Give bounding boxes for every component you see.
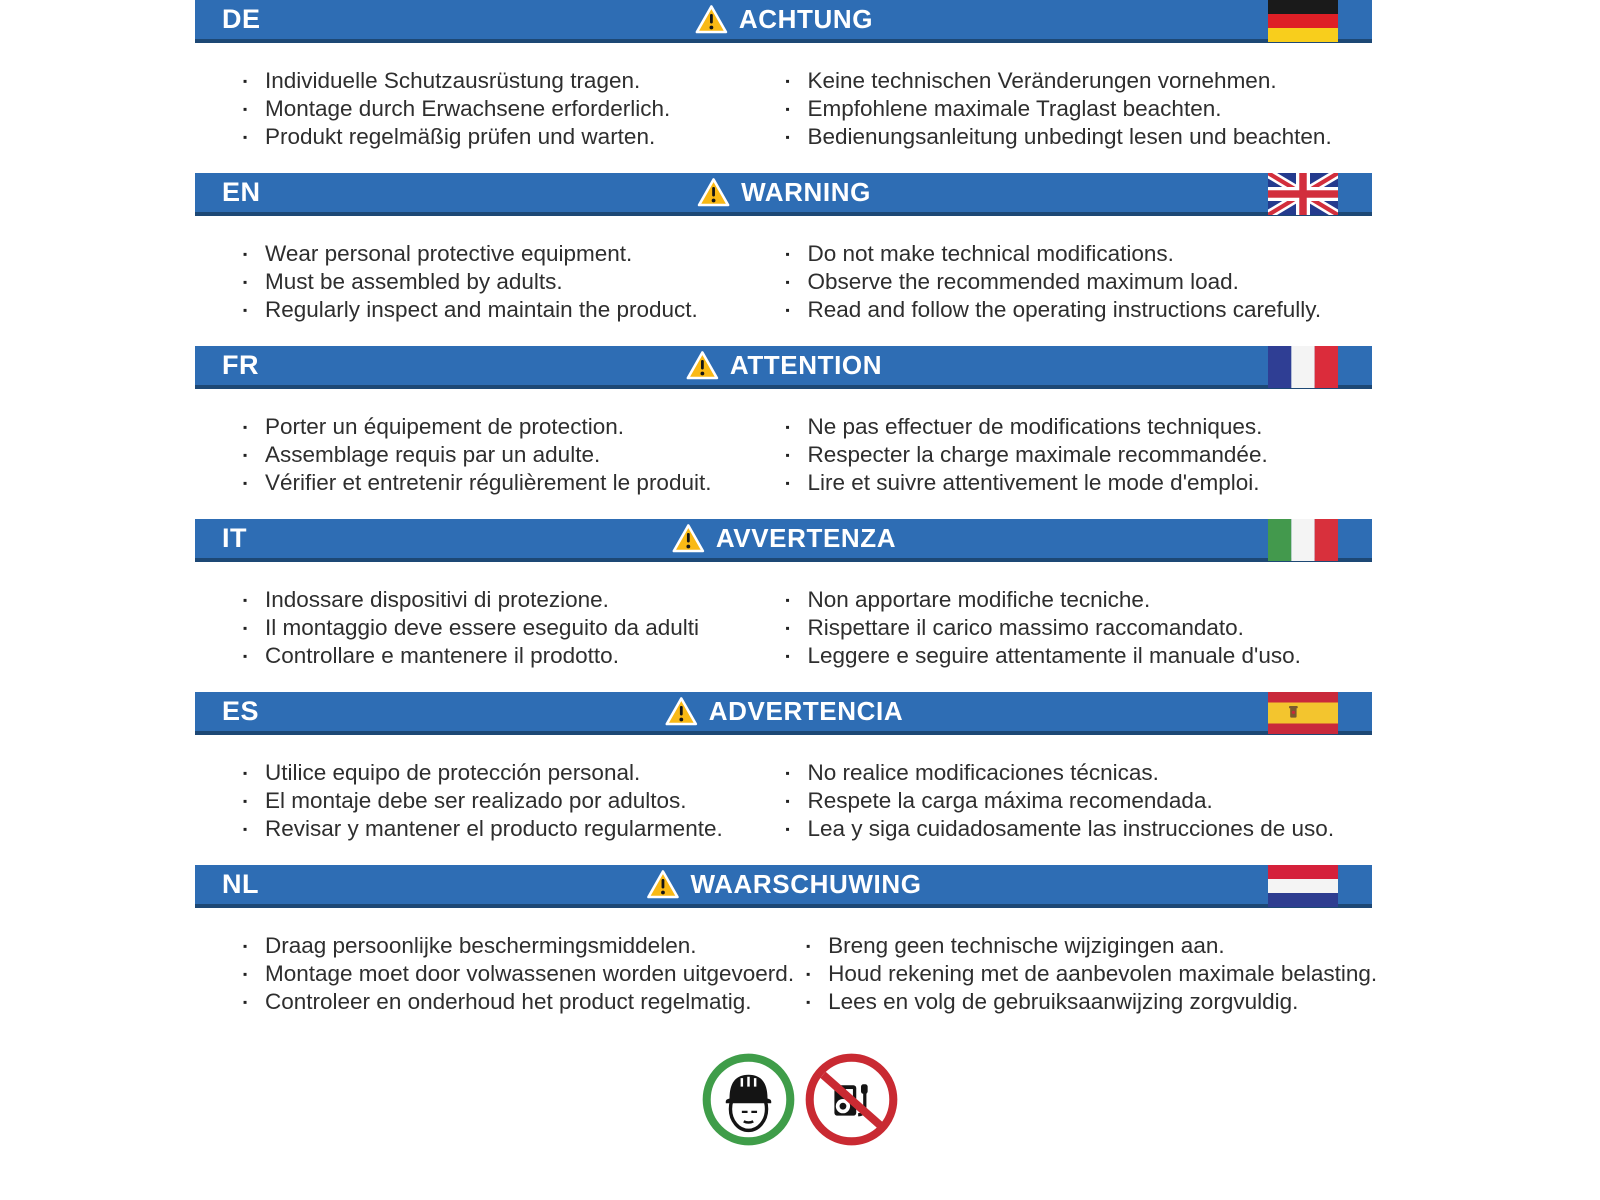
warning-triangle-icon [696,177,730,208]
list-item: ▪ Houd rekening met de aanbevolen maximale belasting. [806,960,1377,988]
header-bar-es [195,692,1372,735]
list-item: ▪ Utilice equipo de protección personal. [243,759,774,787]
list-item: ▪ Porter un équipement de protection. [243,413,774,441]
warning-heading [671,523,896,554]
warning-title: ADVERTENCIA [708,696,904,726]
wear-helmet-icon [701,1052,796,1147]
bullet-list-right [784,240,1373,324]
list-item: ▪ Lea y siga cuidadosamente las instrucciones de uso. [786,815,1373,843]
warning-triangle-icon [685,350,719,381]
bullet-columns [195,43,1372,173]
list-item: ▪ El montaje debe ser realizado por adultos. [243,787,774,815]
warning-title: AVVERTENZA [715,523,897,553]
list-item: ▪ Leggere e seguire attentamente il manuale d'uso. [786,642,1373,670]
bullet-columns [195,908,1378,1038]
bullet-list-right [784,67,1373,151]
language-code-label: DE [222,4,261,34]
warning-heading [696,177,871,208]
section-de [195,0,1372,173]
bullet-list-right [804,932,1377,1016]
list-item: ▪ Respecter la charge maximale recommandée. [786,441,1373,469]
list-item: ▪ Lire et suivre attentivement le mode d'emploi. [786,469,1373,497]
list-item: ▪ Montage durch Erwachsene erforderlich. [243,95,774,123]
list-item: ▪ Il montaggio deve essere eseguito da adulti [243,614,774,642]
list-item: ▪ Respete la carga máxima recomendada. [786,787,1373,815]
section-it [195,519,1372,692]
list-item: ▪ Indossare dispositivi di protezione. [243,586,774,614]
header-bar-fr [195,346,1372,389]
header-bar-it [195,519,1372,562]
bullet-list-right [784,413,1373,497]
bullet-list-left [195,932,804,1016]
flag-spain-icon [1268,692,1338,734]
list-item: ▪ Bedienungsanleitung unbedingt lesen und beachten. [786,123,1373,151]
flag-germany-icon [1268,0,1338,42]
list-item: ▪ Draag persoonlijke beschermingsmiddelen. [243,932,794,960]
list-item: ▪ Empfohlene maximale Traglast beachten. [786,95,1373,123]
warning-triangle-icon [645,869,679,900]
warning-heading [664,696,903,727]
language-code-label: IT [222,523,247,553]
bullet-list-left [195,759,784,843]
language-code-label: FR [222,350,259,380]
list-item: ▪ Rispettare il carico massimo raccomandato. [786,614,1373,642]
list-item: ▪ Produkt regelmäßig prüfen und warten. [243,123,774,151]
warning-title: WAARSCHUWING [690,869,922,899]
bullet-list-right [784,759,1373,843]
warning-sheet [195,0,1378,1038]
section-nl [195,865,1378,1038]
section-es [195,692,1372,865]
warning-title: ATTENTION [729,350,883,380]
bullet-columns [195,216,1372,346]
flag-united-kingdom-icon [1268,173,1338,215]
list-item: ▪ Do not make technical modifications. [786,240,1373,268]
warning-triangle-icon [694,4,728,35]
safety-pictograms [0,1052,1600,1147]
bullet-columns [195,735,1372,865]
section-fr [195,346,1372,519]
list-item: ▪ Assemblage requis par un adulte. [243,441,774,469]
bullet-columns [195,389,1372,519]
list-item: ▪ Read and follow the operating instructions carefully. [786,296,1373,324]
list-item: ▪ Lees en volg de gebruiksaanwijzing zorgvuldig. [806,988,1377,1016]
list-item: ▪ Wear personal protective equipment. [243,240,774,268]
bullet-list-left [195,413,784,497]
language-code-label: EN [222,177,261,207]
bullet-list-left [195,586,784,670]
warning-triangle-icon [664,696,698,727]
warning-title: ACHTUNG [738,4,874,34]
list-item: ▪ Breng geen technische wijzigingen aan. [806,932,1377,960]
language-code-label: NL [222,869,259,899]
language-code-label: ES [222,696,260,726]
flag-france-icon [1268,346,1338,388]
list-item: ▪ Controllare e mantenere il prodotto. [243,642,774,670]
list-item: ▪ Vérifier et entretenir régulièrement le produit. [243,469,774,497]
bullet-columns [195,562,1372,692]
warning-triangle-icon [671,523,705,554]
bullet-list-left [195,67,784,151]
list-item: ▪ Ne pas effectuer de modifications techniques. [786,413,1373,441]
list-item: ▪ No realice modificaciones técnicas. [786,759,1373,787]
list-item: ▪ Non apportare modifiche tecniche. [786,586,1373,614]
header-bar-nl [195,865,1372,908]
list-item: ▪ Individuelle Schutzausrüstung tragen. [243,67,774,95]
no-music-player-icon [804,1052,899,1147]
warning-title: WARNING [741,177,871,207]
warning-heading [685,350,882,381]
warning-heading [645,869,921,900]
header-bar-de [195,0,1372,43]
list-item: ▪ Observe the recommended maximum load. [786,268,1373,296]
header-bar-en [195,173,1372,216]
flag-italy-icon [1268,519,1338,561]
list-item: ▪ Revisar y mantener el producto regularmente. [243,815,774,843]
warning-heading [694,4,873,35]
list-item: ▪ Regularly inspect and maintain the product. [243,296,774,324]
list-item: ▪ Keine technischen Veränderungen vornehmen. [786,67,1373,95]
list-item: ▪ Must be assembled by adults. [243,268,774,296]
list-item: ▪ Montage moet door volwassenen worden uitgevoerd. [243,960,794,988]
list-item: ▪ Controleer en onderhoud het product regelmatig. [243,988,794,1016]
bullet-list-left [195,240,784,324]
section-en [195,173,1372,346]
flag-netherlands-icon [1268,865,1338,907]
bullet-list-right [784,586,1373,670]
